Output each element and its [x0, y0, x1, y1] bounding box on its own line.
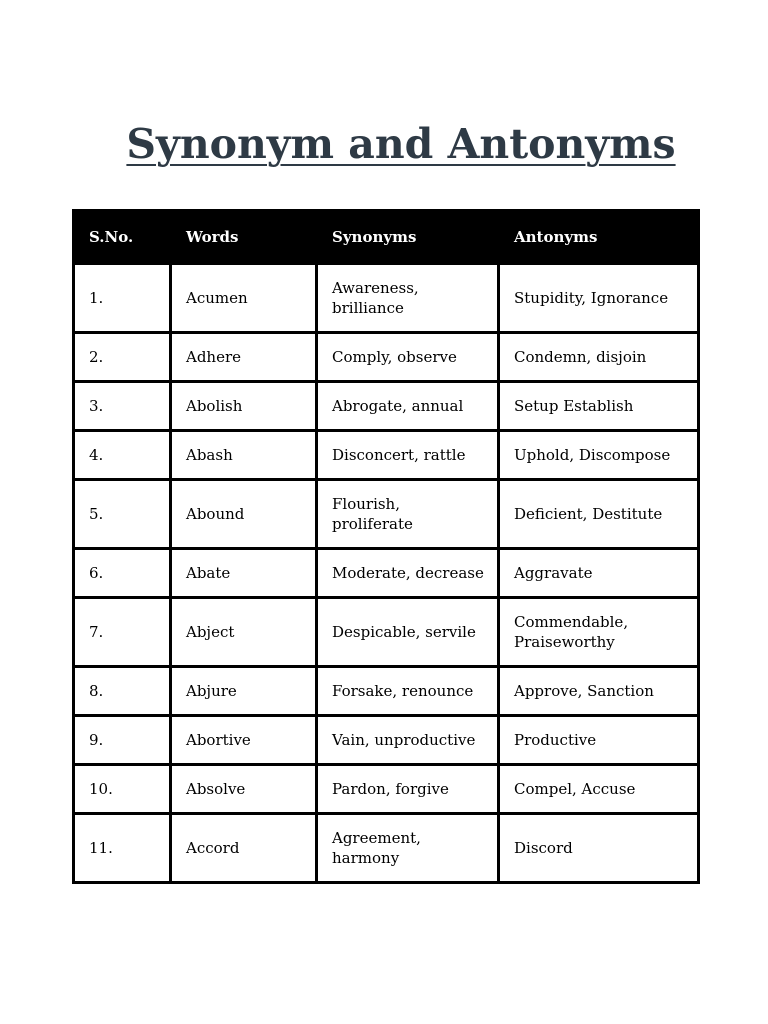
cell-antonyms: Approve, Sanction [499, 667, 699, 716]
cell-synonyms: Moderate, decrease [317, 549, 499, 598]
cell-antonyms: Uphold, Discompose [499, 431, 699, 480]
cell-synonyms: Vain, unproductive [317, 716, 499, 765]
cell-word: Acumen [171, 264, 317, 333]
cell-sno: 2. [74, 333, 171, 382]
cell-word: Adhere [171, 333, 317, 382]
cell-synonyms: Awareness, brilliance [317, 264, 499, 333]
cell-word: Abortive [171, 716, 317, 765]
cell-sno: 8. [74, 667, 171, 716]
cell-sno: 4. [74, 431, 171, 480]
table-row [74, 549, 699, 598]
table-row [74, 765, 699, 814]
table-row [74, 667, 699, 716]
cell-word: Abject [171, 598, 317, 667]
cell-synonyms: Abrogate, annual [317, 382, 499, 431]
cell-synonyms: Agreement, harmony [317, 814, 499, 883]
header-antonyms: Antonyms [499, 211, 699, 264]
cell-sno: 5. [74, 480, 171, 549]
cell-sno: 1. [74, 264, 171, 333]
header-row [74, 211, 699, 264]
cell-synonyms: Comply, observe [317, 333, 499, 382]
synonym-antonym-table [72, 209, 700, 884]
cell-antonyms: Deficient, Destitute [499, 480, 699, 549]
table-row [74, 382, 699, 431]
cell-antonyms: Productive [499, 716, 699, 765]
cell-sno: 10. [74, 765, 171, 814]
cell-sno: 6. [74, 549, 171, 598]
cell-word: Abate [171, 549, 317, 598]
cell-word: Accord [171, 814, 317, 883]
cell-sno: 11. [74, 814, 171, 883]
table-row [74, 431, 699, 480]
page-title: Synonym and Antonyms [126, 120, 676, 168]
table-header [74, 211, 699, 264]
cell-word: Abolish [171, 382, 317, 431]
cell-antonyms: Commendable, Praiseworthy [499, 598, 699, 667]
table-row [74, 480, 699, 549]
cell-synonyms: Despicable, servile [317, 598, 499, 667]
header-sno: S.No. [74, 211, 171, 264]
cell-antonyms: Compel, Accuse [499, 765, 699, 814]
cell-synonyms: Forsake, renounce [317, 667, 499, 716]
cell-word: Absolve [171, 765, 317, 814]
table-row [74, 814, 699, 883]
cell-synonyms: Flourish, proliferate [317, 480, 499, 549]
header-words: Words [171, 211, 317, 264]
cell-antonyms: Aggravate [499, 549, 699, 598]
table-row [74, 716, 699, 765]
cell-word: Abjure [171, 667, 317, 716]
cell-antonyms: Stupidity, Ignorance [499, 264, 699, 333]
table-row [74, 333, 699, 382]
cell-word: Abound [171, 480, 317, 549]
table-row [74, 264, 699, 333]
cell-sno: 3. [74, 382, 171, 431]
cell-antonyms: Discord [499, 814, 699, 883]
cell-synonyms: Pardon, forgive [317, 765, 499, 814]
cell-synonyms: Disconcert, rattle [317, 431, 499, 480]
cell-word: Abash [171, 431, 317, 480]
cell-antonyms: Condemn, disjoin [499, 333, 699, 382]
cell-sno: 7. [74, 598, 171, 667]
synonym-antonym-table-container [72, 209, 697, 884]
table-row [74, 598, 699, 667]
cell-antonyms: Setup Establish [499, 382, 699, 431]
header-synonyms: Synonyms [317, 211, 499, 264]
table-body [74, 264, 699, 883]
cell-sno: 9. [74, 716, 171, 765]
